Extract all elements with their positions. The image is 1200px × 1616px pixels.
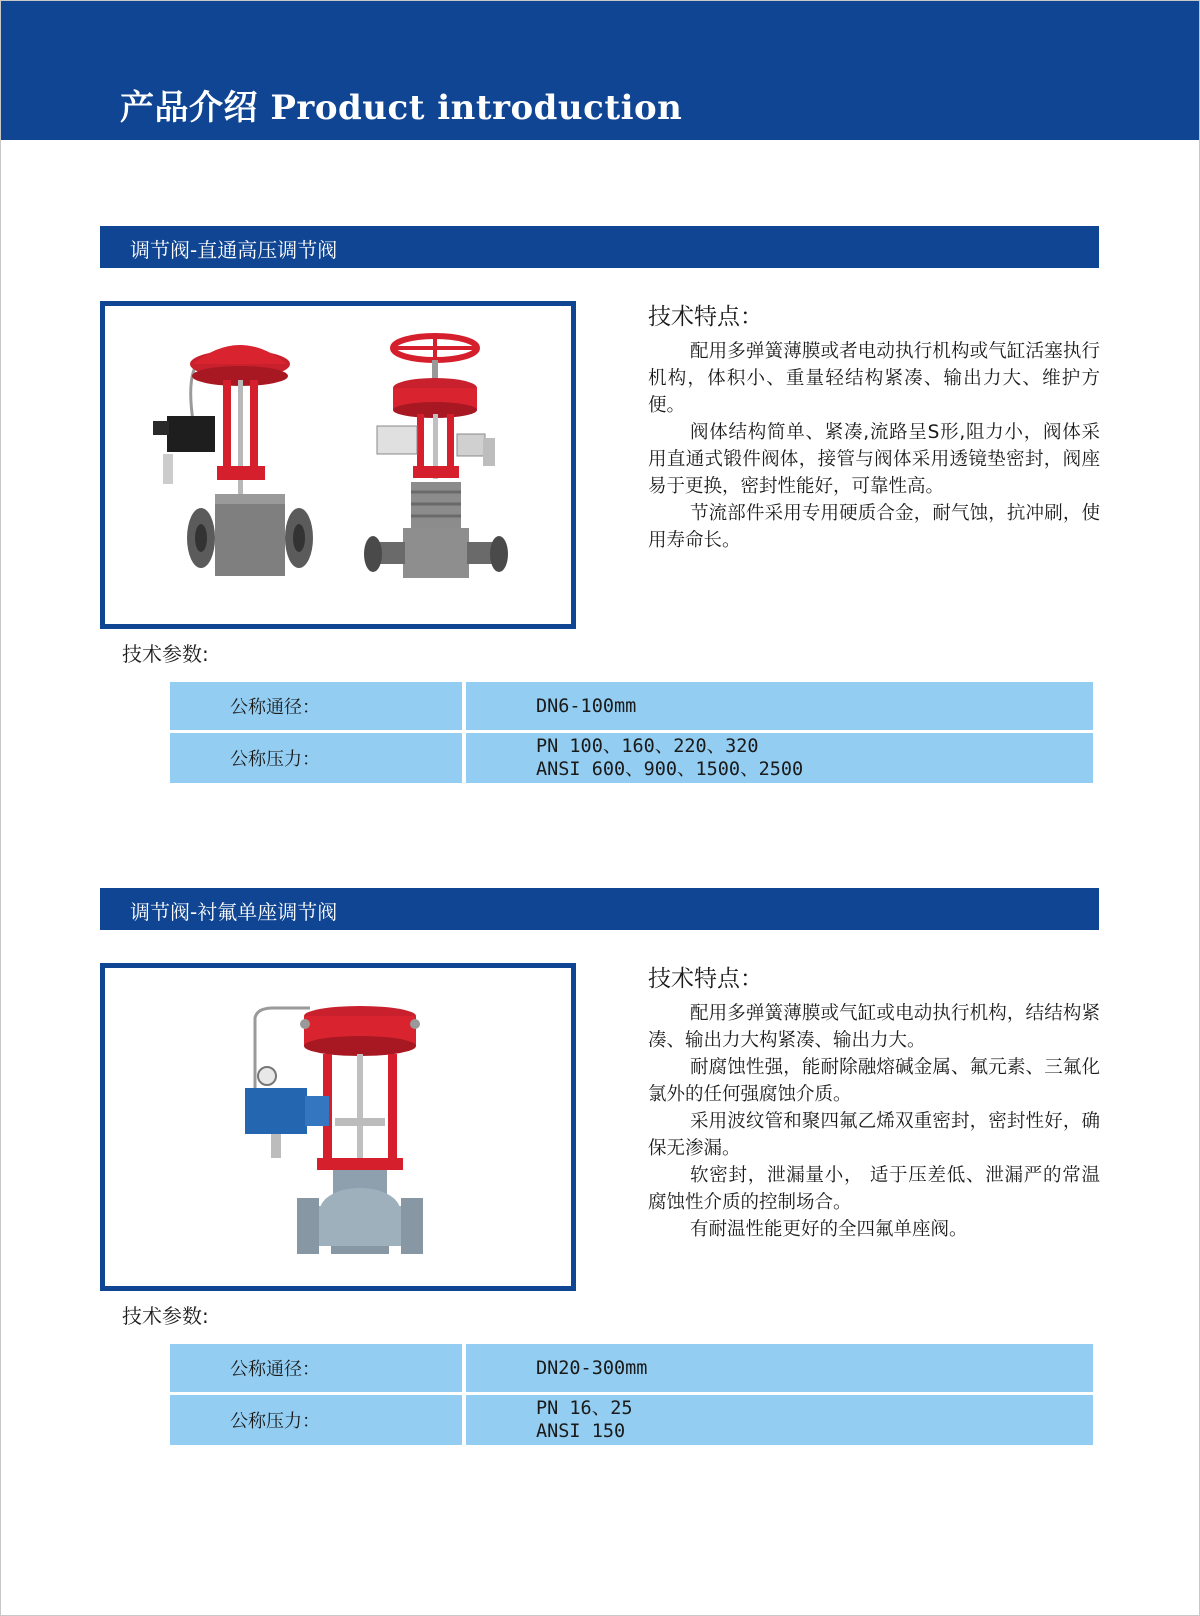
params-table-high-pressure [170, 682, 1093, 786]
table-row [170, 682, 1093, 730]
param-value: ANSI 150 [536, 1421, 626, 1442]
feature-paragraph: 阀体结构简单、紧凑,流路呈S形,阻力小，阀体采用直通式锻件阀体，接管与阀体采用透镜垫密封，阀座易于更换，密封性能好，可靠性高。 [648, 422, 1100, 497]
param-value: PN 100、160、220、320 [536, 736, 759, 757]
page-header [0, 0, 1200, 140]
features-block-high-pressure [648, 302, 1100, 554]
param-value: DN20-300mm [536, 1357, 648, 1379]
table-row [170, 1395, 1093, 1445]
high-pressure-valve-illustration [105, 306, 571, 624]
feature-paragraph: 配用多弹簧薄膜或者电动执行机构或气缸活塞执行机构，体积小、重量轻结构紧凑、输出力大、维护方便。 [648, 341, 1100, 416]
section-title: 调节阀-衬氟单座调节阀 [130, 900, 338, 924]
param-value: DN6-100mm [536, 695, 637, 717]
param-name: 公称压力： [170, 733, 462, 783]
features-title: 技术特点： [648, 966, 763, 992]
param-name: 公称压力： [170, 1395, 462, 1445]
param-name: 公称通径： [170, 1344, 462, 1392]
feature-paragraph: 有耐温性能更好的全四氟单座阀。 [690, 1219, 968, 1240]
section-bar-high-pressure [100, 226, 1099, 268]
params-label: 技术参数: [122, 642, 209, 666]
section-title: 调节阀-直通高压调节阀 [130, 238, 338, 262]
page-title: 产品介绍 Product introduction [120, 88, 683, 128]
param-value: ANSI 600、900、1500、2500 [536, 759, 804, 780]
param-name: 公称通径： [170, 682, 462, 730]
param-value-cell [466, 733, 1093, 783]
table-row [170, 733, 1093, 783]
param-value-cell [466, 1395, 1093, 1445]
params-table-fluorine-lined [170, 1344, 1093, 1448]
product-image-high-pressure-valves [100, 301, 576, 629]
feature-paragraph: 配用多弹簧薄膜或气缸或电动执行机构，结结构紧凑、输出力大构紧凑、输出力大。 [648, 1003, 1100, 1051]
features-block-fluorine-lined [648, 964, 1100, 1243]
param-value-cell [466, 682, 1093, 730]
params-label: 技术参数: [122, 1304, 209, 1328]
features-title: 技术特点： [648, 304, 763, 330]
table-row [170, 1344, 1093, 1392]
feature-paragraph: 软密封，泄漏量小， 适于压差低、泄漏严的常温腐蚀性介质的控制场合。 [648, 1165, 1100, 1213]
feature-paragraph: 节流部件采用专用硬质合金，耐气蚀，抗冲刷，使用寿命长。 [648, 503, 1100, 551]
fluorine-lined-valve-illustration [105, 968, 571, 1286]
section-bar-fluorine-lined [100, 888, 1099, 930]
feature-paragraph: 采用波纹管和聚四氟乙烯双重密封，密封性好，确保无渗漏。 [648, 1111, 1100, 1159]
feature-paragraph: 耐腐蚀性强，能耐除融熔碱金属、氟元素、三氟化氯外的任何强腐蚀介质。 [648, 1057, 1100, 1105]
param-value-cell [466, 1344, 1093, 1392]
product-image-fluorine-lined-valve [100, 963, 576, 1291]
param-value: PN 16、25 [536, 1398, 633, 1419]
